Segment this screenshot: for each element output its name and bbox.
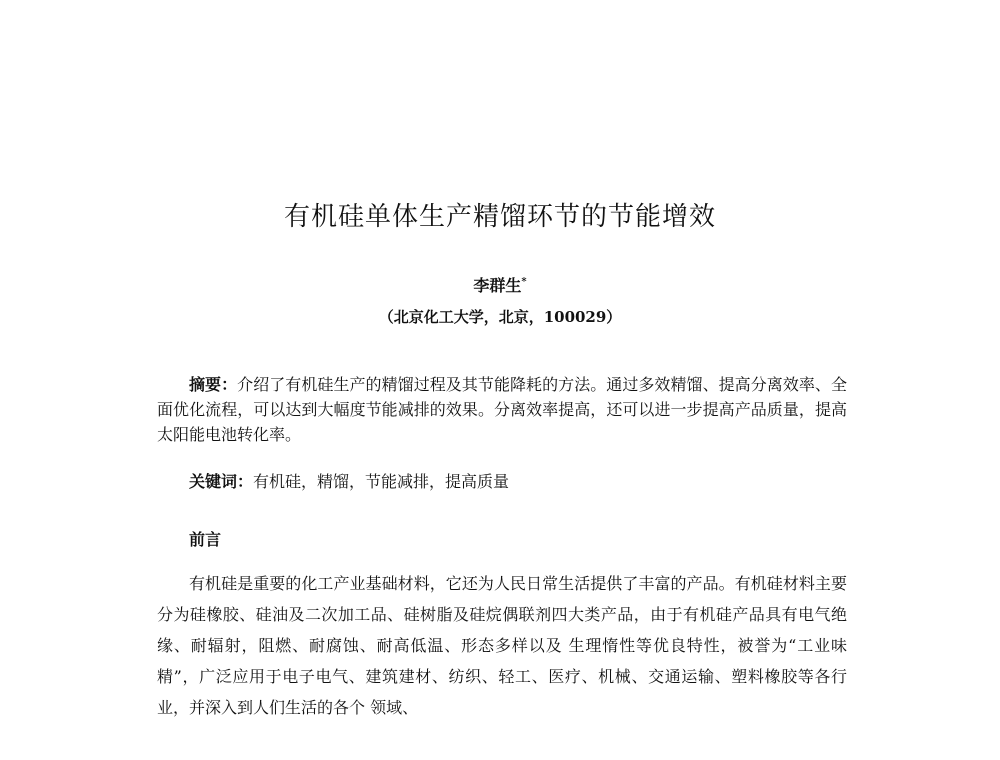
author-mark: * (521, 276, 527, 288)
abstract-label: 摘要： (189, 375, 238, 394)
author-name: 李群生 (473, 276, 522, 295)
affiliation: （北京化工大学，北京，100029） (378, 308, 622, 326)
keywords (189, 470, 839, 494)
author-line (0, 275, 1000, 297)
section-heading-preface: 前言 (189, 530, 222, 549)
keywords-text: 有机硅，精馏，节能减排，提高质量 (253, 472, 510, 491)
paper-title: 有机硅单体生产精馏环节的节能增效 (283, 202, 716, 232)
keywords-label: 关键词： (189, 472, 254, 491)
abstract (157, 372, 847, 447)
body-paragraph: 有机硅是重要的化工产业基础材料，它还为人民日常生活提供了丰富的产品。有机硅材料主要分为硅橡胶、硅油及二次加工品、硅树脂及硅烷偶联剂四大类产品，由于有机硅产品具有电气绝缘、耐辐射，阻燃、耐腐蚀、耐高低温、形态多样以及 生理惰性等优良特性，被誉为“工业味精”，广泛应用于电子电气、建筑建材、纺织、轻工、医疗、机械、交通运输、塑料橡胶等各行业，并深入到人们生活的各个 领域、 (157, 574, 847, 717)
abstract-text: 介绍了有机硅生产的精馏过程及其节能降耗的方法。通过多效精馏、提高分离效率、全面优化流程，可以达到大幅度节能减排的效果。分离效率提高，还可以进一步提高产品质量，提高太阳能电池转化率。 (157, 375, 847, 444)
